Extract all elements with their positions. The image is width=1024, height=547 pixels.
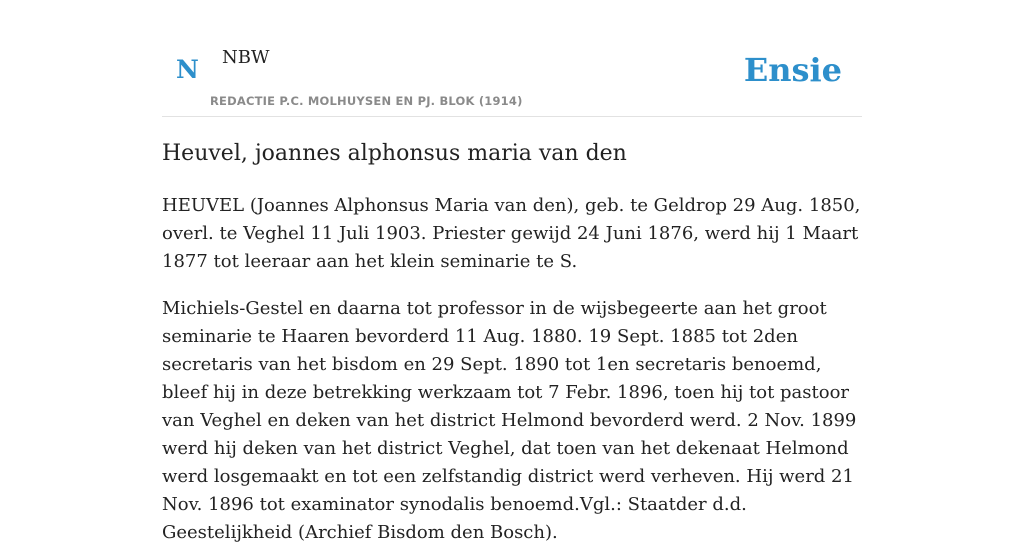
ensie-logo[interactable]: Ensie bbox=[743, 51, 842, 89]
article-paragraph: HEUVEL (Joannes Alphonsus Maria van den), geb. te Geldrop 29 Aug. 1850, overl. te Veghel 11 Juli 1903. Priester gewijd 24 Juni 1876, werd hij 1 Maart 1877 tot leeraar aan het klein seminarie te S. bbox=[162, 195, 861, 272]
source-header bbox=[162, 0, 862, 117]
article-title: Heuvel, joannes alphonsus maria van den bbox=[162, 141, 627, 166]
source-subtitle: REDACTIE P.C. MOLHUYSEN EN PJ. BLOK (1914) bbox=[210, 94, 523, 108]
article-paragraph: Michiels-Gestel en daarna tot professor in de wijsbegeerte aan het groot seminarie te Haaren bevorderd 11 Aug. 1880. 19 Sept. 1885 tot 2den secretaris van het bisdom en 29 Sept. 1890 tot 1en secretaris benoemd, bleef hij in deze betrekking werkzaam tot 7 Febr. 1896, toen hij tot pastoor van Veghel en deken van het district Helmond bevorderd werd. 2 Nov. 1899 werd hij deken van het district Veghel, dat toen van het dekenaat Helmond werd losgemaakt en tot een zelfstandig district werd verheven. Hij werd 21 Nov. 1896 tot examinator synodalis benoemd.Vgl.: Staatder d.d. Geestelijkheid (Archief Bisdom den Bosch). bbox=[162, 298, 857, 543]
source-name[interactable]: NBW bbox=[222, 47, 270, 68]
source-logo-icon[interactable]: N bbox=[176, 55, 199, 84]
